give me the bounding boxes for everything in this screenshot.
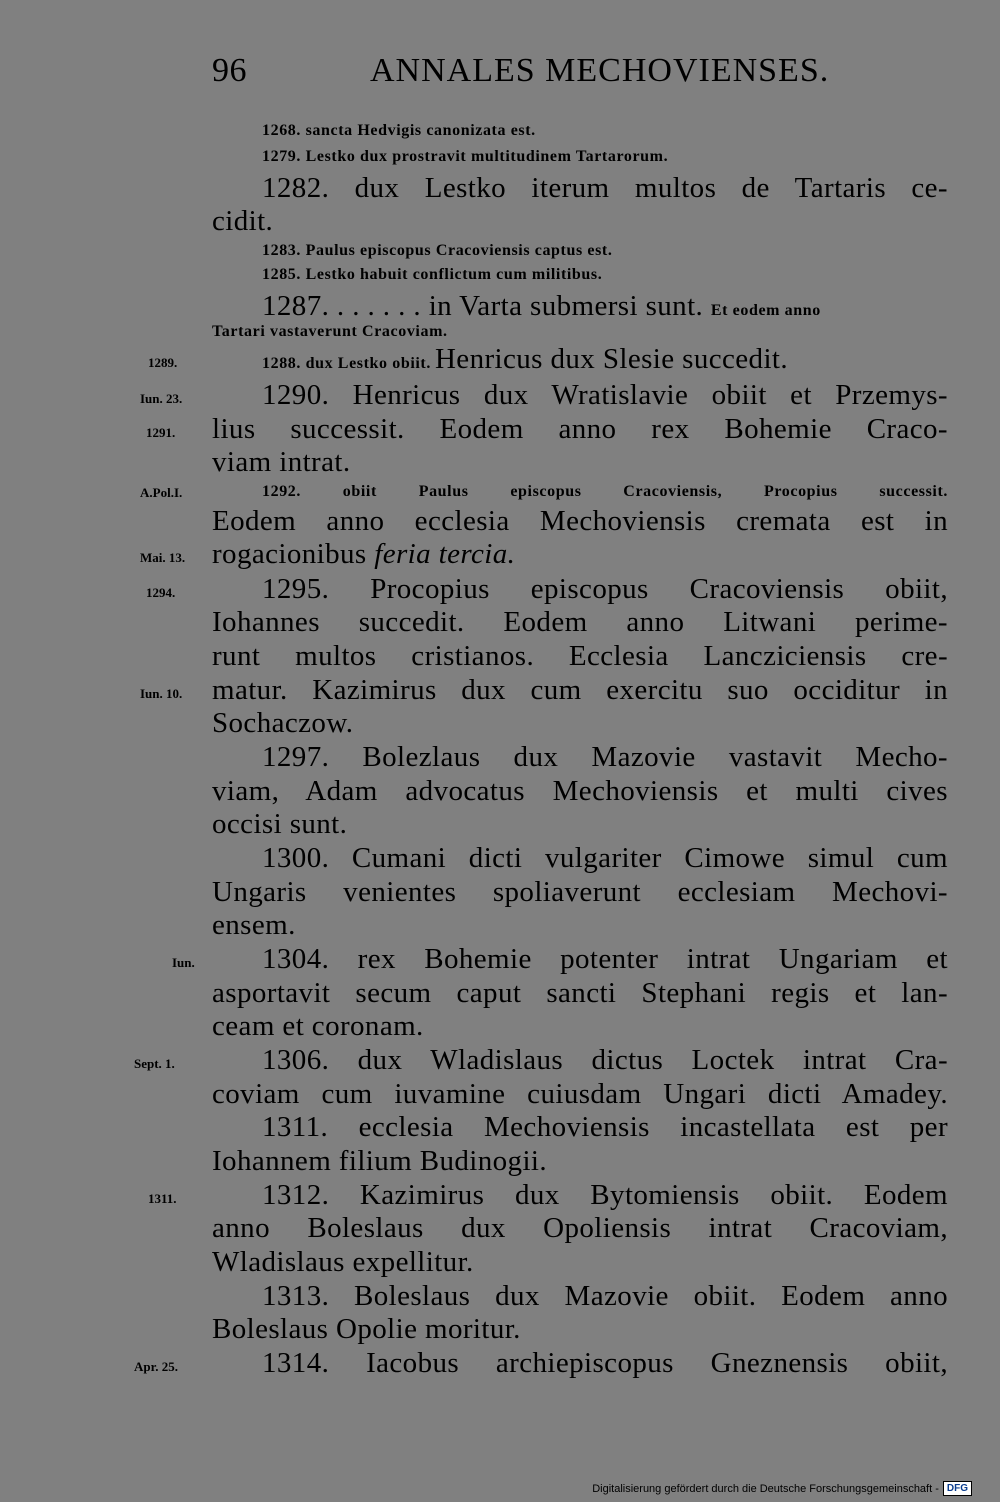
entry-text-main: anno Boleslaus dux Opoliensis intrat Cracoviam, <box>212 1212 948 1244</box>
entry-text <box>262 290 821 323</box>
entry-text <box>262 343 788 376</box>
entry-text <box>262 122 536 140</box>
entry-text <box>212 674 948 707</box>
entry-text-small: 1288. dux Lestko obiit. <box>262 355 431 372</box>
entry-text-main: 1306. dux Wladislaus dictus Loctek intrat Cra- <box>262 1044 948 1076</box>
entry-text-italic: feria tercia. <box>374 538 516 570</box>
entry-text <box>262 943 948 976</box>
entry-text <box>212 205 273 238</box>
entry-text-main: 1313. Boleslaus dux Mazovie obiit. Eodem anno <box>262 1280 948 1312</box>
entry-text-main: 1297. Bolezlaus dux Mazovie vastavit Mecho- <box>262 741 948 773</box>
entry-text-main: Eodem anno ecclesia Mechoviensis cremata est in <box>212 505 948 537</box>
entry-text <box>212 323 448 341</box>
entry-text-main: Iohannem filium Budinogii. <box>212 1145 548 1177</box>
entry-text-main: 1312. Kazimirus dux Bytomiensis obiit. Eodem <box>262 1179 948 1211</box>
entry-text-main: Wladislaus expellitur. <box>212 1246 474 1278</box>
entry-text <box>212 606 948 639</box>
entry-text <box>212 808 347 841</box>
entry-text <box>262 573 948 606</box>
margin-note: A.Pol.I. <box>140 485 183 500</box>
entry-text <box>212 1212 948 1245</box>
entry-text-main: cidit. <box>212 205 274 237</box>
entry-text <box>212 1145 547 1178</box>
entry-text <box>212 977 948 1010</box>
entry-text-main: 1292. obiit Paulus episcopus Cracoviensis, Procopius successit. <box>262 483 948 500</box>
entry-text <box>212 707 353 740</box>
entry-text <box>262 741 948 774</box>
entry-text <box>212 1078 948 1111</box>
running-title: ANNALES MECHOVIENSES. <box>370 52 830 89</box>
margin-note: Apr. 25. <box>134 1359 178 1374</box>
entry-text <box>262 242 612 260</box>
entry-text <box>262 1280 948 1313</box>
margin-note: Sept. 1. <box>134 1056 175 1071</box>
entry-text <box>262 1044 948 1077</box>
entry-text <box>212 413 948 446</box>
entry-text-main: 1311. ecclesia Mechoviensis incastellata est per <box>262 1111 948 1143</box>
entry-text <box>262 1179 948 1212</box>
entry-text-main: Sochaczow. <box>212 707 354 739</box>
entry-text-main: Iohannes succedit. Eodem anno Litwani perime- <box>212 606 948 638</box>
entry-text <box>262 148 668 166</box>
entry-text-main: ceam et coronam. <box>212 1010 424 1042</box>
entry-text-main: runt multos cristianos. Ecclesia Lancziciensis cre- <box>212 640 948 672</box>
entry-text-main: 1282. dux Lestko iterum multos de Tartaris ce- <box>262 172 948 204</box>
credit-text: Digitalisierung gefördert durch die Deutsche Forschungsgemeinschaft - <box>592 1482 939 1495</box>
entry-text-main: 1283. Paulus episcopus Cracoviensis captus est. <box>262 242 613 259</box>
page-header <box>0 52 1000 96</box>
entry-text <box>262 1347 948 1380</box>
entry-text-tail: Et eodem anno <box>710 302 821 319</box>
entry-text-main: Tartari vastaverunt Cracoviam. <box>212 323 448 340</box>
entry-text-main: 1285. Lestko habuit conflictum cum militibus. <box>262 266 603 283</box>
entry-text-main: 1290. Henricus dux Wratislavie obiit et Przemys- <box>262 379 948 411</box>
entry-text <box>262 1111 948 1144</box>
entry-text <box>212 876 948 909</box>
entry-text <box>212 538 515 571</box>
margin-note: Iun. 23. <box>140 391 183 406</box>
margin-note: Mai. 13. <box>140 550 186 565</box>
entry-text <box>262 842 948 875</box>
entry-text-main: rogacionibus <box>212 538 375 570</box>
margin-note: 1289. <box>148 355 178 370</box>
entry-text <box>212 505 948 538</box>
entry-text-main: Boleslaus Opolie moritur. <box>212 1313 521 1345</box>
entry-text-main: matur. Kazimirus dux cum exercitu suo occiditur in <box>212 674 948 706</box>
entry-text <box>212 446 351 479</box>
entry-text-main: 1295. Procopius episcopus Cracoviensis obiit, <box>262 573 948 605</box>
page-number: 96 <box>212 52 247 89</box>
entry-text-main: ensem. <box>212 909 296 941</box>
entry-text-main: 1314. Iacobus archiepiscopus Gneznensis obiit, <box>262 1347 948 1379</box>
entry-text <box>262 172 948 205</box>
entry-text-main: asportavit secum caput sancti Stephani regis et lan- <box>212 977 948 1009</box>
entry-text-main: 1304. rex Bohemie potenter intrat Ungariam et <box>262 943 948 975</box>
entry-text-main: 1268. sancta Hedvigis canonizata est. <box>262 122 536 139</box>
margin-note: Iun. <box>172 955 195 970</box>
entry-text <box>212 1313 521 1346</box>
margin-note: 1291. <box>146 425 176 440</box>
dfg-logo: DFG <box>943 1481 972 1496</box>
entry-text-main: Ungaris venientes spoliaverunt ecclesiam Mechovi- <box>212 876 948 908</box>
entry-text-main: viam intrat. <box>212 446 351 478</box>
entry-text <box>212 1246 474 1279</box>
margin-note: Iun. 10. <box>140 686 183 701</box>
entry-text-main: 1287. . . . . . . in Varta submersi sunt. <box>262 290 704 322</box>
entry-text-main: viam, Adam advocatus Mechoviensis et multi cives <box>212 775 948 807</box>
entry-text <box>262 379 948 412</box>
entry-text-large: Henricus dux Slesie succedit. <box>434 343 789 375</box>
entry-text <box>262 483 948 501</box>
entry-text-main: 1300. Cumani dicti vulgariter Cimowe simul cum <box>262 842 948 874</box>
entry-text <box>212 640 948 673</box>
entry-text-main: coviam cum iuvamine cuiusdam Ungari dicti Amadey. <box>212 1078 948 1110</box>
digitization-credit <box>592 1481 972 1496</box>
entry-text <box>212 1010 424 1043</box>
entry-text <box>262 266 602 284</box>
entry-text-main: 1279. Lestko dux prostravit multitudinem Tartarorum. <box>262 148 669 165</box>
entry-text <box>212 909 296 942</box>
margin-note: 1311. <box>148 1191 177 1206</box>
entry-text-main: occisi sunt. <box>212 808 348 840</box>
entry-text-main: lius successit. Eodem anno rex Bohemie Craco- <box>212 413 948 445</box>
entry-text <box>212 775 948 808</box>
margin-note: 1294. <box>146 585 176 600</box>
